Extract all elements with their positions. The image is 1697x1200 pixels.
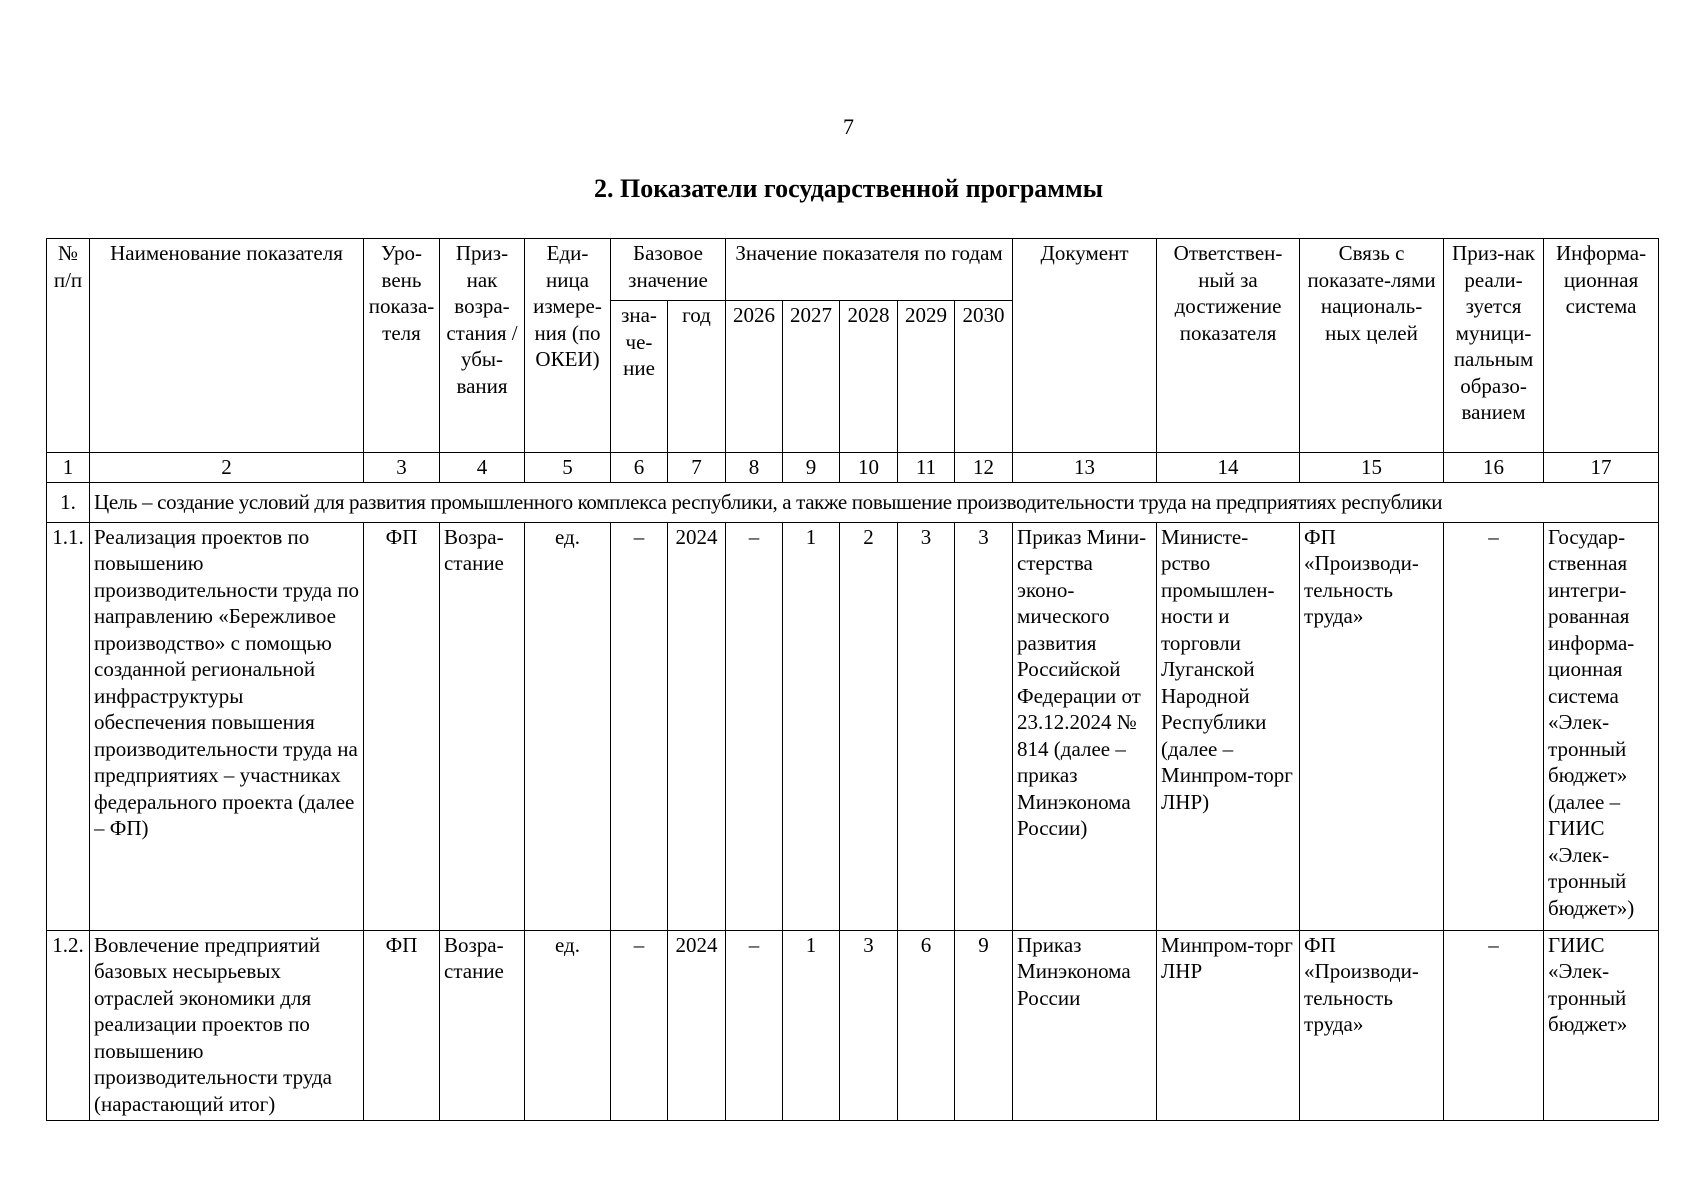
goal-cell [90, 482, 1659, 522]
row-document: Приказ Минэконома России [1013, 930, 1157, 1120]
column-number: 15 [1300, 453, 1444, 483]
header-info-system: Информа-ционная система [1544, 239, 1659, 453]
column-number: 5 [525, 453, 611, 483]
column-number: 7 [668, 453, 726, 483]
header-year-2026: 2026 [726, 301, 783, 453]
row-base-value: – [611, 522, 668, 930]
column-number: 2 [90, 453, 364, 483]
header-name: Наименование показателя [90, 239, 364, 453]
column-number: 6 [611, 453, 668, 483]
indicators-table [46, 238, 1659, 1121]
column-number: 4 [440, 453, 525, 483]
column-number: 10 [840, 453, 898, 483]
row-responsible: Минпром-торг ЛНР [1157, 930, 1300, 1120]
column-number: 8 [726, 453, 783, 483]
row-municipal: – [1444, 522, 1544, 930]
row-value-2026: – [726, 930, 783, 1120]
row-value-2030: 9 [955, 930, 1013, 1120]
row-value-2029: 3 [898, 522, 955, 930]
row-trend: Возра-стание [440, 522, 525, 930]
table-row [47, 930, 1659, 1120]
row-value-2028: 2 [840, 522, 898, 930]
column-number: 13 [1013, 453, 1157, 483]
row-trend: Возра-стание [440, 930, 525, 1120]
header-year-2029: 2029 [898, 301, 955, 453]
header-level: Уро-вень показа-теля [364, 239, 440, 453]
header-base-value: зна-че-ние [611, 301, 668, 453]
table-row [47, 522, 1659, 930]
header-year-2030: 2030 [955, 301, 1013, 453]
header-municipal: Приз-нак реали-зуется муници-пальным образо-ванием [1444, 239, 1544, 453]
row-base-year: 2024 [668, 930, 726, 1120]
column-number: 12 [955, 453, 1013, 483]
page-number: 7 [843, 114, 854, 139]
header-row-top [47, 239, 1659, 301]
header-year-2027: 2027 [783, 301, 840, 453]
header-base: Базовое значение [611, 239, 726, 301]
column-number: 3 [364, 453, 440, 483]
column-number: 9 [783, 453, 840, 483]
row-document: Приказ Мини-стерства эконо-мического развития Российской Федерации от 23.12.2024 № 814 (далее – приказ Минэконома России) [1013, 522, 1157, 930]
column-numbers-row [47, 453, 1659, 483]
row-value-2026: – [726, 522, 783, 930]
column-number: 16 [1444, 453, 1544, 483]
row-municipal: – [1444, 930, 1544, 1120]
row-info-system: ГИИС «Элек-тронный бюджет» [1544, 930, 1659, 1120]
row-level: ФП [364, 522, 440, 930]
header-link: Связь с показате-лями националь-ных целей [1300, 239, 1444, 453]
column-number: 17 [1544, 453, 1659, 483]
row-num: 1.1. [47, 522, 90, 930]
header-num: № п/п [47, 239, 90, 453]
goal-num: 1. [47, 482, 90, 522]
goal-text: Цель – создание условий для развития промышленного комплекса республики, а также повышение производительности труда на предприятиях республики [94, 489, 1443, 514]
row-info-system: Государ-ственная интегри-рованная информа-ционная система «Элек-тронный бюджет» (далее – ГИИС «Элек-тронный бюджет») [1544, 522, 1659, 930]
column-number: 14 [1157, 453, 1300, 483]
header-document: Документ [1013, 239, 1157, 453]
column-number: 1 [47, 453, 90, 483]
row-unit: ед. [525, 930, 611, 1120]
row-num: 1.2. [47, 930, 90, 1120]
row-unit: ед. [525, 522, 611, 930]
row-base-year: 2024 [668, 522, 726, 930]
column-number: 11 [898, 453, 955, 483]
row-value-2028: 3 [840, 930, 898, 1120]
row-value-2029: 6 [898, 930, 955, 1120]
row-value-2030: 3 [955, 522, 1013, 930]
row-base-value: – [611, 930, 668, 1120]
row-link: ФП «Производи-тельность труда» [1300, 930, 1444, 1120]
header-responsible: Ответствен-ный за достижение показателя [1157, 239, 1300, 453]
row-responsible: Министе-рство промышлен-ности и торговли Луганской Народной Республики (далее – Минпром-торг ЛНР) [1157, 522, 1300, 930]
row-name: Реализация проектов по повышению производительности труда по направлению «Бережливое производство» с помощью созданной региональной инфраструктуры обеспечения повышения производительности труда на предприятиях – участниках федерального проекта (далее – ФП) [90, 522, 364, 930]
row-link: ФП «Производи-тельность труда» [1300, 522, 1444, 930]
row-level: ФП [364, 930, 440, 1120]
header-unit: Еди-ница измере-ния (по ОКЕИ) [525, 239, 611, 453]
header-year-2028: 2028 [840, 301, 898, 453]
goal-row [47, 482, 1659, 522]
row-name: Вовлечение предприятий базовых несырьевых отраслей экономики для реализации проектов по повышению производительности труда (нарастающий итог) [90, 930, 364, 1120]
row-value-2027: 1 [783, 522, 840, 930]
header-trend: Приз-нак возра-стания / убы-вания [440, 239, 525, 453]
page-title: 2. Показатели государственной программы [593, 174, 1104, 203]
header-values-by-year: Значение показателя по годам [726, 239, 1013, 301]
header-base-year: год [668, 301, 726, 453]
row-value-2027: 1 [783, 930, 840, 1120]
